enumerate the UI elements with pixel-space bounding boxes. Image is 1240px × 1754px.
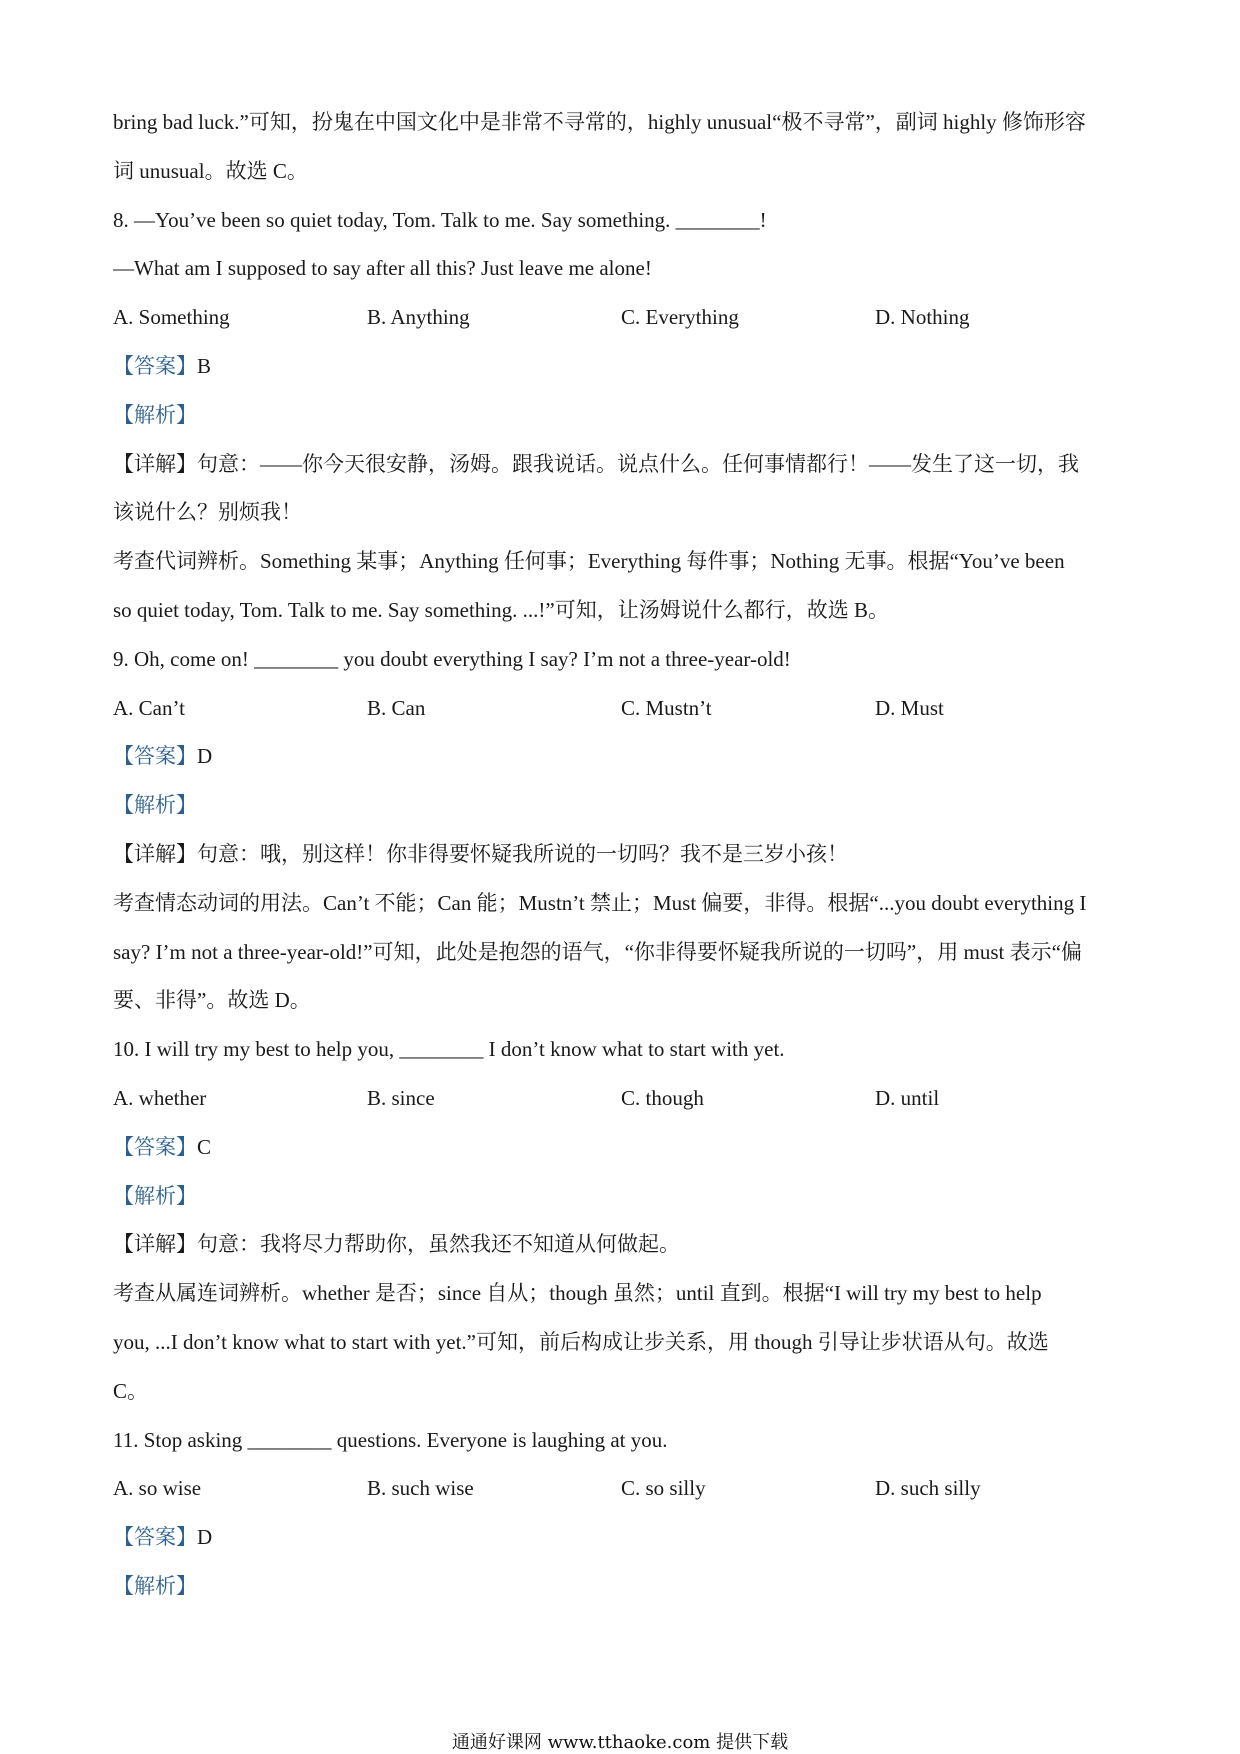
question-9-answer (113, 732, 1133, 781)
question-11-answer (113, 1513, 1133, 1562)
question-11-stem: 11. Stop asking ________ questions. Everyone is laughing at you. (113, 1427, 668, 1452)
option-c: C. though (621, 1085, 704, 1110)
question-10-detail (113, 1220, 1133, 1269)
option-d: D. until (875, 1085, 940, 1110)
answer-value: B (197, 353, 212, 378)
question-8-detail (113, 440, 1133, 489)
question-10-options (113, 1074, 1133, 1123)
question-9-analysis (113, 781, 1133, 830)
text-line: so quiet today, Tom. Talk to me. Say something. ...!”可知，让汤姆说什么都行，故选 B。 (113, 597, 889, 622)
text-line: 考查从属连词辨析。whether 是否；since 自从；though 虽然；until 直到。根据“I will try my best to help (113, 1281, 1042, 1306)
answer-value: C (197, 1134, 212, 1159)
answer-tag: 【答案】 (113, 1525, 197, 1550)
option-d: D. Nothing (875, 305, 970, 330)
question-10-stem: 10. I will try my best to help you, ________ I don’t know what to start with yet. (113, 1037, 785, 1062)
option-a: A. whether (113, 1085, 207, 1110)
option-b: B. Can (367, 695, 426, 720)
analysis-tag: 【解析】 (113, 1183, 197, 1208)
option-b: B. Anything (367, 305, 470, 330)
text-line: 词 unusual。故选 C。 (113, 158, 308, 183)
answer-tag: 【答案】 (113, 1134, 197, 1159)
text-line: 考查代词辨析。Something 某事；Anything 任何事；Everything 每件事；Nothing 无事。根据“You’ve been (113, 549, 1065, 574)
text-line: bring bad luck.”可知，扮鬼在中国文化中是非常不寻常的，highly unusual“极不寻常”，副词 highly 修饰形容 (113, 110, 1086, 134)
option-a: A. so wise (113, 1476, 202, 1501)
text-line: you, ...I don’t know what to start with yet.”可知，前后构成让步关系，用 though 引导让步状语从句。故选 (113, 1329, 1049, 1354)
question-10-analysis (113, 1172, 1133, 1221)
page-footer: 通通好课网 www.tthaoke.com 提供下载 (451, 1732, 789, 1753)
detail-text: 句意：哦，别这样！你非得要怀疑我所说的一切吗？我不是三岁小孩！ (197, 841, 848, 866)
text-line: 要、非得”。故选 D。 (113, 988, 311, 1013)
text-line: C。 (113, 1378, 149, 1403)
detail-tag: 【详解】 (113, 451, 197, 476)
text-line: 考查情态动词的用法。Can’t 不能；Can 能；Mustn’t 禁止；Must 偏要，非得。根据“...you doubt everything I (113, 890, 1087, 915)
question-8-options (113, 293, 1133, 342)
answer-tag: 【答案】 (113, 744, 197, 769)
text-line: say? I’m not a three-year-old!”可知，此处是抱怨的语气，“你非得要怀疑我所说的一切吗”，用 must 表示“偏 (113, 939, 1082, 964)
option-d: D. such silly (875, 1476, 981, 1501)
question-8-answer (113, 342, 1133, 391)
question-8-analysis (113, 391, 1133, 440)
question-9-detail (113, 830, 1133, 879)
option-b: B. since (367, 1085, 435, 1110)
text-line: 该说什么？别烦我！ (113, 500, 302, 525)
question-9-options (113, 684, 1133, 733)
analysis-tag: 【解析】 (113, 402, 197, 427)
question-8-reply: —What am I supposed to say after all this? Just leave me alone! (113, 256, 652, 281)
detail-text: 句意：——你今天很安静，汤姆。跟我说话。说点什么。任何事情都行！——发生了这一切，我 (197, 451, 1079, 476)
option-a: A. Something (113, 305, 230, 330)
analysis-tag: 【解析】 (113, 793, 197, 818)
option-b: B. such wise (367, 1476, 474, 1501)
question-8-stem: 8. —You’ve been so quiet today, Tom. Talk to me. Say something. ________! (113, 207, 767, 232)
question-11-analysis (113, 1562, 1133, 1611)
answer-value: D (197, 744, 213, 769)
answer-tag: 【答案】 (113, 353, 197, 378)
option-c: C. Mustn’t (621, 695, 712, 720)
question-9-stem: 9. Oh, come on! ________ you doubt everything I say? I’m not a three-year-old! (113, 646, 791, 671)
detail-tag: 【详解】 (113, 841, 197, 866)
document-page (113, 98, 1133, 1611)
detail-text: 句意：我将尽力帮助你，虽然我还不知道从何做起。 (197, 1232, 680, 1257)
option-c: C. Everything (621, 305, 739, 330)
option-a: A. Can’t (113, 695, 185, 720)
detail-tag: 【详解】 (113, 1232, 197, 1257)
answer-value: D (197, 1525, 213, 1550)
analysis-tag: 【解析】 (113, 1573, 197, 1598)
option-d: D. Must (875, 695, 944, 720)
question-11-options (113, 1464, 1133, 1513)
question-10-answer (113, 1123, 1133, 1172)
option-c: C. so silly (621, 1476, 706, 1501)
